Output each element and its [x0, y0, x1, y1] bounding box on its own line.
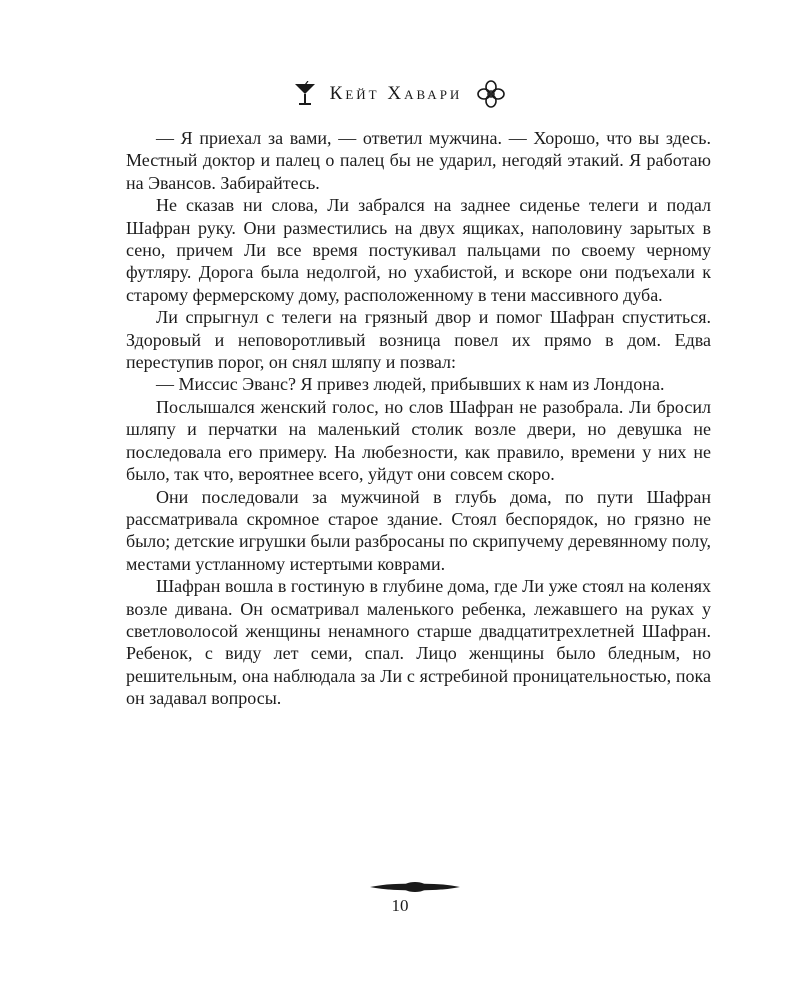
running-header — [0, 74, 800, 114]
body-text — [126, 127, 711, 710]
page-number: 10 — [391, 896, 409, 915]
paragraph: Ли спрыгнул с телеги на грязный двор и помог Шафран спуститься. Здоровый и неповоротливый возница повел их прямо в дом. Едва переступив порог, он снял шляпу и позвал: — [126, 307, 711, 373]
paragraph: Послышался женский голос, но слов Шафран не разобрала. Ли бросил шляпу и перчатки на маленький столик возле двери, но девушка не последовала его примеру. На любезности, как правило, времени у них не было, так что, вероятнее всего, уйдут они совсем скоро. — [126, 396, 711, 485]
paragraph: Шафран вошла в гостиную в глубине дома, где Ли уже стоял на коленях возле дивана. Он осматривал маленького ребенка, лежавшего на руках у светловолосой женщины ненамного старше двадцатитрехлетней Шафран. Ребенок, с виду лет семи, спал. Лицо женщины было бледным, но решительным, она наблюдала за Ли с ястребиной проницательностью, пока он задавал вопросы. — [126, 576, 711, 709]
paragraph: Не сказав ни слова, Ли забрался на заднее сиденье телеги и подал Шафран руку. Они разместились на двух ящиках, наполовину зарытых в сено, причем Ли все время постукивал пальцами по своему черному футляру. Дорога была недолгой, но ухабистой, и вскоре они подъехали к старому фермерскому дому, расположенному в тени массивного дуба. — [126, 195, 711, 305]
paragraph: — Миссис Эванс? Я привез людей, прибывших к нам из Лондона. — [156, 374, 665, 395]
book-author-title: Кейт Хавари — [329, 83, 463, 104]
paragraph: Они последовали за мужчиной в глубь дома, по пути Шафран рассматривала скромное старое здание. Стоял беспорядок, но грязно не было; детские игрушки были разбросаны по скрипучему деревянному полу, местами устланному истертыми коврами. — [126, 486, 711, 574]
flower-ornament-icon — [476, 79, 506, 109]
footer-swash-ornament-icon — [370, 880, 460, 894]
paragraph: — Я приехал за вами, — ответил мужчина. — Хорошо, что вы здесь. Местный доктор и палец о палец бы не ударил, негодяй этакий. Я работаю на Эвансов. Забирайтесь. — [126, 128, 711, 193]
martini-glass-icon — [294, 81, 316, 107]
